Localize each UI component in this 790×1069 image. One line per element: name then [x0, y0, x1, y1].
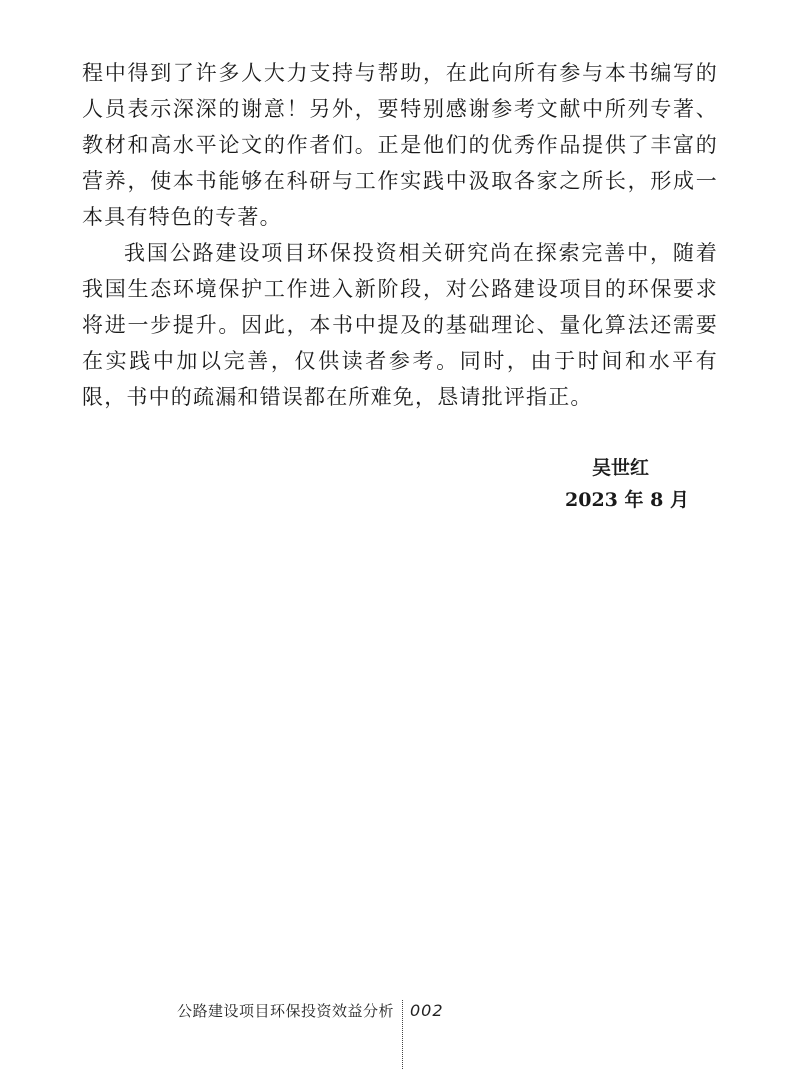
- preface-paragraph: 我国公路建设项目环保投资相关研究尚在探索完善中，随着我国生态环境保护工作进入新阶段，对公路建设项目的环保要求将进一步提升。因此，本书中提及的基础理论、量化算法还需要在实践中加以完善，仅供读者参考。同时，由于时间和水平有限，书中的疏漏和错误都在所难免，恳请批评指正。: [82, 241, 718, 409]
- page-number: 002: [410, 1001, 444, 1020]
- preface-paragraph-continued: 程中得到了许多人大力支持与帮助，在此向所有参与本书编写的人员表示深深的谢意！另外，要特别感谢参考文献中所列专著、教材和高水平论文的作者们。正是他们的优秀作品提供了丰富的营养，使本书能够在科研与工作实践中汲取各家之所长，形成一本具有特色的专著。: [82, 61, 718, 229]
- author-name: 吴世红: [592, 457, 650, 479]
- preface-body: [82, 55, 718, 415]
- footer-dotted-divider: [402, 1000, 403, 1069]
- running-footer-title: 公路建设项目环保投资效益分析: [176, 1002, 394, 1020]
- signature-date: 2023 年 8 月: [565, 489, 689, 511]
